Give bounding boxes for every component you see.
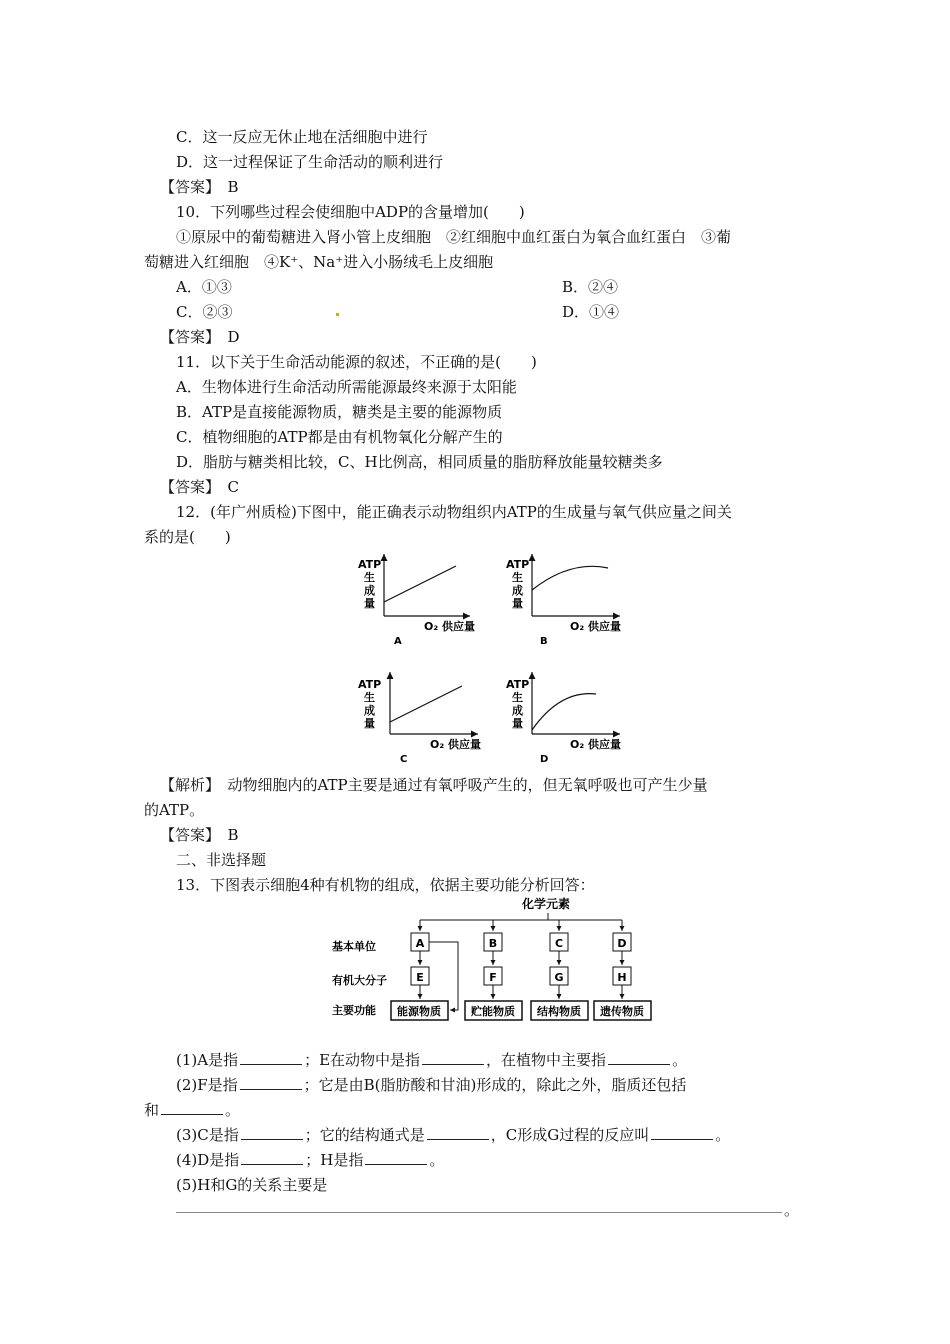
function-storage-label: 贮能物质 <box>471 1005 515 1018</box>
answer-blank[interactable] <box>240 1075 302 1090</box>
q13-sub1-text-c: ，在植物中主要指 <box>486 1051 607 1069</box>
q13-sub5: (5)H和G的关系主要是 <box>176 1176 328 1194</box>
graph-d-x-label: O₂ 供应量 <box>570 738 621 751</box>
answer-blank[interactable] <box>422 1050 484 1065</box>
q13-sub4-text-c: 。 <box>429 1151 445 1169</box>
q13-stem: 13．下图表示细胞4种有机物的组成，依据主要功能分析回答： <box>176 876 595 894</box>
q13-sub2-text-c: 和 <box>144 1101 160 1119</box>
q13-sub3-text-c: ，C形成G过程的反应叫 <box>490 1126 650 1144</box>
graph-b-y-char1: 生 <box>512 571 523 584</box>
q9-option-c: C．这一反应无休止地在活细胞中进行 <box>176 128 428 146</box>
graph-a-y-char2: 成 <box>364 584 375 597</box>
q9-option-d: D．这一过程保证了生命活动的顺利进行 <box>176 153 444 171</box>
q12-explanation-line1: 【解析】 动物细胞内的ATP主要是通过有氧呼吸产生的，但无氧呼吸也可产生少量 <box>160 776 708 794</box>
graph-c-y-char3: 量 <box>364 717 375 730</box>
graph-b <box>506 554 621 647</box>
q10-option-b: B．②④ <box>562 278 619 296</box>
row-label-macromolecule: 有机大分子 <box>332 974 387 987</box>
section-heading: 二、非选择题 <box>176 851 267 869</box>
q12-stem-line1: 12．(年广州质检)下图中，能正确表示动物组织内ATP的生成量与氧气供应量之间关 <box>176 503 732 521</box>
macro-h-letter: H <box>617 971 627 984</box>
graph-d <box>506 672 621 765</box>
function-genetic-label: 遗传物质 <box>600 1005 644 1018</box>
stray-dot <box>336 313 339 316</box>
chemical-elements-label: 化学元素 <box>522 897 571 911</box>
graph-a-atp-label: ATP <box>358 558 382 571</box>
q11-stem: 11．以下关于生命活动能源的叙述，不正确的是( ) <box>176 353 537 371</box>
unit-c-letter: C <box>554 937 564 950</box>
q13-sub2-line1 <box>176 1075 686 1095</box>
graph-d-curve <box>532 694 596 730</box>
graph-c-letter: C <box>400 754 408 765</box>
graph-b-letter: B <box>540 636 548 647</box>
q10-option-d: D．①④ <box>562 303 620 321</box>
q11-option-a: A．生物体进行生命活动所需能源最终来源于太阳能 <box>176 378 517 396</box>
graph-c-x-label: O₂ 供应量 <box>430 738 481 751</box>
graph-c-atp-label: ATP <box>358 678 382 691</box>
q13-sub4 <box>176 1150 444 1170</box>
graph-d-y-char1: 生 <box>512 691 523 704</box>
q11-answer: 【答案】 C <box>160 478 239 496</box>
q13-sub5-end: 。 <box>784 1201 800 1219</box>
graph-c-y-char2: 成 <box>364 704 375 717</box>
q13-sub2-text-a: (2)F是指 <box>176 1076 238 1094</box>
function-energy-label: 能源物质 <box>397 1005 441 1018</box>
q9-answer: 【答案】 B <box>160 178 239 196</box>
graph-c <box>358 672 481 765</box>
q10-items-line2: 萄糖进入红细胞 ④K⁺、Na⁺进入小肠绒毛上皮细胞 <box>144 253 494 271</box>
row-label-main-function: 主要功能 <box>332 1004 376 1017</box>
answer-blank[interactable] <box>240 1050 302 1065</box>
q13-sub2-text-d: 。 <box>225 1101 241 1119</box>
answer-blank[interactable] <box>365 1150 427 1165</box>
q13-sub1-text-a: (1)A是指 <box>176 1051 239 1069</box>
graph-d-atp-label: ATP <box>506 678 530 691</box>
graph-c-y-char1: 生 <box>364 691 375 704</box>
answer-blank[interactable] <box>427 1125 489 1140</box>
function-structure-label: 结构物质 <box>537 1005 581 1018</box>
graph-a-curve <box>384 566 456 602</box>
q11-option-b: B．ATP是直接能源物质，糖类是主要的能源物质 <box>176 403 503 421</box>
graph-b-atp-label: ATP <box>506 558 530 571</box>
answer-blank[interactable] <box>161 1100 223 1115</box>
q13-sub3-text-d: 。 <box>715 1126 731 1144</box>
graph-d-y-char3: 量 <box>512 717 523 730</box>
q10-option-a: A．①③ <box>176 278 232 296</box>
q10-stem: 10．下列哪些过程会使细胞中ADP的含量增加( ) <box>176 203 525 221</box>
q10-option-c: C．②③ <box>176 303 233 321</box>
q11-option-d: D．脂肪与糖类相比较，C、H比例高，相同质量的脂肪释放能量较糖类多 <box>176 453 663 471</box>
q11-option-c: C．植物细胞的ATP都是由有机物氧化分解产生的 <box>176 428 503 446</box>
graph-d-y-char2: 成 <box>512 704 523 717</box>
q12-answer: 【答案】 B <box>160 826 239 844</box>
q10-answer: 【答案】 D <box>160 328 240 346</box>
q13-sub1-text-b: ；E在动物中是指 <box>304 1051 421 1069</box>
graph-c-curve <box>390 686 462 722</box>
q13-sub3 <box>176 1125 730 1145</box>
unit-d-letter: D <box>617 937 627 950</box>
graph-a-x-label: O₂ 供应量 <box>424 620 475 633</box>
graph-d-letter: D <box>540 754 549 765</box>
atp-graphs <box>340 550 640 770</box>
graph-b-y-char3: 量 <box>512 597 523 610</box>
row-label-basic-unit: 基本单位 <box>332 940 376 953</box>
q13-sub1-text-d: 。 <box>672 1051 688 1069</box>
organic-compounds-diagram <box>326 892 656 1022</box>
graph-b-x-label: O₂ 供应量 <box>570 620 621 633</box>
macro-f-letter: F <box>489 971 497 984</box>
graph-a-y-char1: 生 <box>364 571 375 584</box>
q12-explanation-line2: 的ATP。 <box>144 801 205 819</box>
q13-sub4-text-a: (4)D是指 <box>176 1151 240 1169</box>
answer-line[interactable] <box>176 1212 782 1213</box>
macro-g-letter: G <box>554 971 564 984</box>
graph-b-y-char2: 成 <box>512 584 523 597</box>
graph-a-letter: A <box>394 636 402 647</box>
q13-sub3-text-a: (3)C是指 <box>176 1126 239 1144</box>
graph-a-y-char3: 量 <box>364 597 375 610</box>
q13-sub2-text-b: ；它是由B(脂肪酸和甘油)形成的，除此之外，脂质还包括 <box>303 1076 687 1094</box>
q13-sub3-text-b: ；它的结构通式是 <box>304 1126 425 1144</box>
answer-blank[interactable] <box>608 1050 670 1065</box>
q10-items-line1: ①原尿中的葡萄糖进入肾小管上皮细胞 ②红细胞中血红蛋白为氧合血红蛋白 ③葡 <box>176 228 732 246</box>
graph-b-curve <box>532 566 608 590</box>
q13-sub4-text-b: ；H是指 <box>305 1151 364 1169</box>
answer-blank[interactable] <box>241 1150 303 1165</box>
macro-e-letter: E <box>416 971 424 984</box>
unit-a-letter: A <box>415 937 425 950</box>
q13-sub2-line2 <box>144 1100 240 1120</box>
graph-a <box>358 554 475 647</box>
q12-stem-line2: 系的是( ) <box>144 528 231 546</box>
answer-blank[interactable] <box>241 1125 303 1140</box>
unit-b-letter: B <box>488 937 498 950</box>
answer-blank[interactable] <box>651 1125 713 1140</box>
q13-sub1 <box>176 1050 687 1070</box>
